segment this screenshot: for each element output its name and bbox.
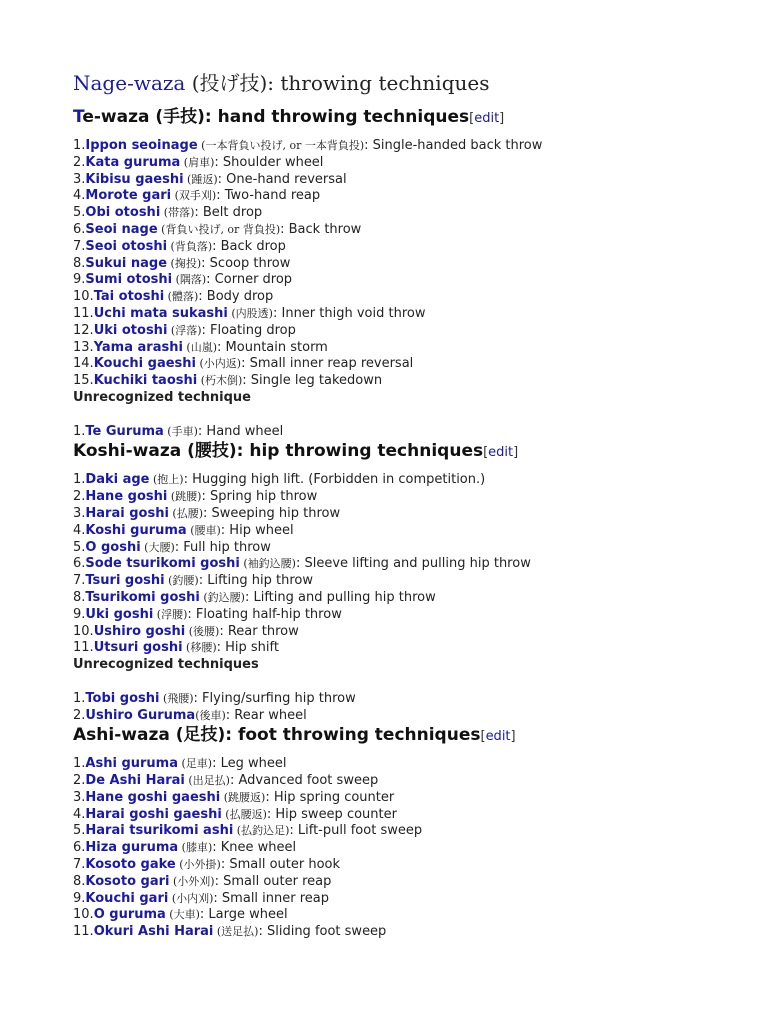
technique-kanji: (釣込腰) bbox=[199, 590, 245, 604]
technique-description: : Sliding foot sweep bbox=[258, 924, 387, 940]
list-item bbox=[73, 506, 768, 523]
list-item bbox=[73, 172, 768, 189]
technique-link[interactable]: Obi otoshi bbox=[85, 205, 161, 221]
item-number: 7. bbox=[73, 857, 86, 873]
technique-kanji: (踵返) bbox=[183, 172, 218, 186]
technique-kanji: (小外掛) bbox=[175, 858, 221, 872]
item-number: 9. bbox=[73, 890, 86, 906]
list-item bbox=[73, 356, 768, 373]
list-item bbox=[73, 556, 768, 573]
list-item bbox=[73, 205, 768, 222]
item-number: 11. bbox=[73, 924, 94, 940]
item-number: 5. bbox=[73, 539, 86, 555]
technique-description: : Knee wheel bbox=[212, 840, 297, 856]
technique-link[interactable]: Tai otoshi bbox=[93, 289, 165, 305]
item-number: 10. bbox=[73, 907, 94, 923]
list-item bbox=[73, 891, 768, 908]
item-number: 15. bbox=[73, 373, 94, 389]
technique-link[interactable]: Hane goshi gaeshi bbox=[85, 789, 221, 805]
section-heading-text: Ashi-waza (足技): foot throwing techniques bbox=[73, 725, 481, 746]
technique-kanji: (内股透) bbox=[227, 306, 273, 320]
item-number: 7. bbox=[73, 573, 86, 589]
list-item bbox=[73, 807, 768, 824]
technique-description: : Mountain storm bbox=[217, 339, 328, 355]
technique-description: : Floating half-hip throw bbox=[187, 606, 342, 622]
technique-link[interactable]: Harai tsurikomi ashi bbox=[85, 823, 234, 839]
technique-kanji: (隅落) bbox=[172, 273, 207, 287]
edit-bracket: [edit] bbox=[480, 729, 516, 745]
item-number: 8. bbox=[73, 255, 86, 271]
technique-kanji: (小内刈) bbox=[168, 891, 214, 905]
technique-description: : Single-handed back throw bbox=[364, 138, 543, 153]
technique-link[interactable]: Ashi guruma bbox=[85, 756, 178, 772]
list-item bbox=[73, 239, 768, 256]
technique-link[interactable]: Te Guruma bbox=[85, 423, 164, 439]
title-rest: : throwing techniques bbox=[267, 71, 490, 95]
item-number: 1. bbox=[73, 756, 86, 772]
technique-link[interactable]: Kosoto gake bbox=[85, 857, 176, 873]
technique-list bbox=[73, 138, 768, 390]
list-item bbox=[73, 472, 768, 489]
unrecognized-label: Unrecognized technique bbox=[73, 389, 251, 405]
technique-kanji: (背負落) bbox=[167, 239, 213, 253]
technique-description: : Shoulder wheel bbox=[214, 154, 324, 170]
technique-description: : Scoop throw bbox=[201, 255, 291, 271]
technique-kanji: (後腰) bbox=[185, 624, 220, 638]
technique-description: : Advanced foot sweep bbox=[229, 773, 379, 789]
item-number: 2. bbox=[73, 489, 86, 505]
technique-kanji: (小内返) bbox=[196, 357, 242, 371]
technique-description: : Floating drop bbox=[201, 322, 296, 338]
list-item bbox=[73, 790, 768, 807]
item-number: 9. bbox=[73, 272, 86, 288]
list-item bbox=[73, 188, 768, 205]
section-heading bbox=[73, 106, 768, 130]
technique-kanji: (腰車) bbox=[186, 523, 221, 537]
list-item bbox=[73, 573, 768, 590]
technique-kanji: (跳腰返) bbox=[220, 790, 266, 804]
technique-kanji: (抱上) bbox=[149, 473, 184, 487]
item-number: 10. bbox=[73, 289, 94, 305]
technique-description: : Body drop bbox=[198, 289, 274, 305]
technique-link[interactable]: Tobi goshi bbox=[85, 690, 160, 706]
technique-description: : Hip wheel bbox=[220, 522, 294, 538]
item-number: 13. bbox=[73, 339, 94, 355]
technique-link[interactable]: Sumi otoshi bbox=[85, 272, 173, 288]
technique-description: : Hip shift bbox=[216, 640, 279, 656]
list-item bbox=[73, 540, 768, 557]
item-number: 6. bbox=[73, 221, 86, 237]
technique-kanji: (移腰) bbox=[182, 641, 217, 655]
edit-bracket: [edit] bbox=[469, 111, 505, 126]
technique-link[interactable]: Tsurikomi goshi bbox=[85, 589, 200, 605]
item-number: 1. bbox=[73, 423, 86, 439]
technique-kanji: (手車) bbox=[163, 424, 198, 438]
technique-description: : Single leg takedown bbox=[242, 373, 383, 389]
list-item bbox=[73, 924, 768, 941]
technique-description: : Back drop bbox=[212, 238, 286, 254]
list-item bbox=[73, 424, 768, 441]
technique-link[interactable]: Seoi otoshi bbox=[85, 238, 168, 254]
item-number: 1. bbox=[73, 690, 86, 706]
technique-description: : Lifting and pulling hip throw bbox=[244, 589, 436, 605]
list-item bbox=[73, 155, 768, 172]
technique-link[interactable]: Kata guruma bbox=[85, 154, 181, 170]
item-number: 8. bbox=[73, 589, 86, 605]
technique-kanji: (小外刈) bbox=[169, 874, 215, 888]
technique-kanji: (大腰) bbox=[140, 540, 175, 554]
technique-link[interactable]: O goshi bbox=[85, 539, 141, 555]
technique-description: : Belt drop bbox=[194, 205, 263, 221]
technique-kanji: (背負い投げ, or 背負投) bbox=[157, 222, 281, 236]
technique-link[interactable]: O guruma bbox=[93, 907, 166, 923]
item-number: 4. bbox=[73, 522, 86, 538]
technique-kanji: (帯落) bbox=[160, 206, 195, 220]
technique-kanji: (払腰返) bbox=[221, 807, 267, 821]
technique-description: : Rear throw bbox=[219, 623, 299, 639]
list-item bbox=[73, 640, 768, 657]
technique-list bbox=[73, 756, 768, 941]
technique-link[interactable]: Yama arashi bbox=[93, 339, 183, 355]
item-number: 5. bbox=[73, 205, 86, 221]
technique-link[interactable]: Sode tsurikomi goshi bbox=[85, 556, 240, 572]
item-number: 1. bbox=[73, 138, 86, 153]
technique-kanji: (飛腰) bbox=[159, 691, 194, 705]
technique-link[interactable]: Kosoto gari bbox=[85, 873, 170, 889]
technique-link[interactable]: Uchi mata sukashi bbox=[93, 305, 228, 321]
item-number: 9. bbox=[73, 606, 86, 622]
technique-description: : Sleeve lifting and pulling hip throw bbox=[295, 556, 531, 572]
edit-link[interactable]: edit bbox=[485, 729, 511, 745]
technique-kanji: (釣腰) bbox=[164, 574, 199, 588]
technique-link[interactable]: Utsuri goshi bbox=[93, 640, 183, 656]
list-item bbox=[73, 256, 768, 273]
technique-kanji: (双手刈) bbox=[171, 189, 217, 203]
technique-link[interactable]: Uki otoshi bbox=[93, 322, 168, 338]
edit-link[interactable]: edit bbox=[488, 445, 514, 461]
list-item bbox=[73, 222, 768, 239]
item-number: 2. bbox=[73, 154, 86, 170]
technique-kanji: (膝車) bbox=[178, 841, 213, 855]
technique-description: : Hip spring counter bbox=[265, 789, 395, 805]
list-item bbox=[73, 373, 768, 390]
item-number: 6. bbox=[73, 556, 86, 572]
list-item bbox=[73, 138, 768, 155]
technique-kanji: (出足払) bbox=[184, 774, 230, 788]
technique-link[interactable]: Hiza guruma bbox=[85, 840, 179, 856]
item-number: 11. bbox=[73, 305, 94, 321]
list-item bbox=[73, 340, 768, 357]
technique-kanji: (浮落) bbox=[167, 323, 202, 337]
technique-kanji: (一本背負い投げ, or 一本背負投) bbox=[197, 139, 365, 152]
technique-description: : Leg wheel bbox=[212, 756, 287, 772]
technique-link[interactable]: Daki age bbox=[85, 472, 150, 488]
sections-container bbox=[73, 106, 768, 941]
list-item bbox=[73, 773, 768, 790]
technique-description: : Hip sweep counter bbox=[266, 806, 397, 822]
technique-description: : Hand wheel bbox=[197, 423, 284, 439]
technique-link[interactable]: Sukui nage bbox=[85, 255, 168, 271]
technique-link[interactable]: Ushiro Guruma bbox=[85, 707, 196, 723]
technique-link[interactable]: Koshi guruma bbox=[85, 522, 187, 538]
technique-list bbox=[73, 472, 768, 657]
technique-description: : Large wheel bbox=[199, 907, 288, 923]
item-number: 14. bbox=[73, 356, 94, 372]
list-item bbox=[73, 607, 768, 624]
technique-description: : Small outer hook bbox=[220, 857, 341, 873]
technique-description: : Corner drop bbox=[206, 272, 293, 288]
technique-link[interactable]: Morote gari bbox=[85, 188, 172, 204]
technique-link[interactable]: Seoi nage bbox=[85, 221, 158, 237]
technique-link[interactable]: Uki goshi bbox=[85, 606, 154, 622]
technique-kanji: (體落) bbox=[164, 290, 199, 304]
item-number: 2. bbox=[73, 707, 86, 723]
technique-kanji: (朽木倒) bbox=[197, 374, 243, 388]
spacer bbox=[73, 674, 768, 691]
item-number: 10. bbox=[73, 623, 94, 639]
technique-kanji: (足車) bbox=[178, 757, 213, 771]
technique-link[interactable]: Ushiro goshi bbox=[93, 623, 186, 639]
technique-description: : Sweeping hip throw bbox=[203, 505, 341, 521]
technique-description: : Small inner reap reversal bbox=[241, 356, 414, 372]
item-number: 3. bbox=[73, 505, 86, 521]
list-item bbox=[73, 306, 768, 323]
technique-kanji: (払釣込足) bbox=[233, 824, 290, 838]
section-heading bbox=[73, 724, 768, 748]
technique-description: : Small inner reap bbox=[213, 890, 330, 906]
technique-description: : Lifting hip throw bbox=[198, 573, 313, 589]
technique-kanji: (袖釣込腰) bbox=[239, 557, 296, 571]
nage-waza-link[interactable]: Nage-waza bbox=[73, 71, 186, 95]
item-number: 4. bbox=[73, 188, 86, 204]
technique-description: : One-hand reversal bbox=[217, 171, 347, 187]
technique-kanji: (払腰) bbox=[168, 506, 204, 520]
item-number: 7. bbox=[73, 238, 86, 254]
technique-kanji: (大車) bbox=[165, 908, 200, 922]
technique-description: : Lift-pull foot sweep bbox=[289, 823, 423, 839]
edit-bracket: [edit] bbox=[483, 445, 519, 461]
list-item bbox=[73, 323, 768, 340]
technique-link[interactable]: Okuri Ashi Harai bbox=[93, 924, 214, 940]
technique-description: : Full hip throw bbox=[174, 539, 271, 555]
technique-description: : Inner thigh void throw bbox=[272, 305, 426, 321]
technique-description: : Hugging high lift. (Forbidden in competition.) bbox=[183, 472, 486, 488]
technique-link[interactable]: Harai goshi bbox=[85, 505, 169, 521]
item-number: 6. bbox=[73, 840, 86, 856]
spacer bbox=[73, 407, 768, 424]
technique-description: : Rear wheel bbox=[225, 707, 307, 723]
list-item bbox=[73, 708, 768, 725]
technique-link[interactable]: Kuchiki taoshi bbox=[93, 373, 198, 389]
list-item bbox=[73, 624, 768, 641]
item-number: 3. bbox=[73, 789, 86, 805]
technique-kanji: (送足払) bbox=[213, 925, 259, 939]
item-number: 11. bbox=[73, 640, 94, 656]
technique-link[interactable]: Kibisu gaeshi bbox=[85, 171, 184, 187]
technique-link[interactable]: Ippon seoinage bbox=[85, 138, 198, 153]
technique-description: : Two-hand reap bbox=[216, 188, 321, 204]
technique-kanji: (山嵐) bbox=[182, 340, 218, 354]
technique-description: : Back throw bbox=[280, 221, 362, 237]
list-item bbox=[73, 272, 768, 289]
section-heading-initial: T bbox=[73, 107, 83, 127]
unrecognized-list bbox=[73, 691, 768, 725]
unrecognized-list bbox=[73, 424, 768, 441]
item-number: 4. bbox=[73, 806, 86, 822]
technique-link[interactable]: Harai goshi gaeshi bbox=[85, 806, 222, 822]
technique-link[interactable]: Tsuri goshi bbox=[85, 573, 165, 589]
list-item bbox=[73, 523, 768, 540]
item-number: 8. bbox=[73, 873, 86, 889]
list-item bbox=[73, 840, 768, 857]
list-item bbox=[73, 857, 768, 874]
technique-kanji: (浮腰) bbox=[153, 607, 188, 621]
list-item bbox=[73, 489, 768, 506]
list-item bbox=[73, 823, 768, 840]
list-item bbox=[73, 756, 768, 773]
technique-link[interactable]: De Ashi Harai bbox=[85, 773, 185, 789]
technique-kanji: (肩車) bbox=[180, 155, 215, 169]
list-item bbox=[73, 289, 768, 306]
item-number: 3. bbox=[73, 171, 86, 187]
page-title bbox=[73, 70, 768, 96]
technique-link[interactable]: Hane goshi bbox=[85, 489, 168, 505]
section-heading-text: e-waza (手技): hand throwing techniques bbox=[82, 107, 470, 127]
section-heading-text: Koshi-waza (腰技): hip throwing techniques bbox=[73, 441, 484, 462]
title-kanji: (投げ技) bbox=[191, 71, 268, 95]
list-item bbox=[73, 691, 768, 708]
technique-kanji: (跳腰) bbox=[167, 490, 202, 504]
technique-description: : Small outer reap bbox=[214, 873, 332, 889]
edit-link[interactable]: edit bbox=[474, 111, 500, 126]
list-item bbox=[73, 590, 768, 607]
technique-link[interactable]: Kouchi gaeshi bbox=[93, 356, 197, 372]
list-item bbox=[73, 874, 768, 891]
technique-kanji: (後車) bbox=[195, 708, 226, 722]
unrecognized-label: Unrecognized techniques bbox=[73, 657, 259, 673]
section-heading bbox=[73, 440, 768, 464]
technique-description: : Spring hip throw bbox=[201, 489, 318, 505]
item-number: 5. bbox=[73, 823, 86, 839]
item-number: 12. bbox=[73, 322, 94, 338]
item-number: 1. bbox=[73, 472, 86, 488]
item-number: 2. bbox=[73, 773, 86, 789]
list-item bbox=[73, 907, 768, 924]
technique-description: : Flying/surfing hip throw bbox=[193, 690, 356, 706]
technique-kanji: (掬投) bbox=[167, 256, 202, 270]
technique-link[interactable]: Kouchi gari bbox=[85, 890, 169, 906]
